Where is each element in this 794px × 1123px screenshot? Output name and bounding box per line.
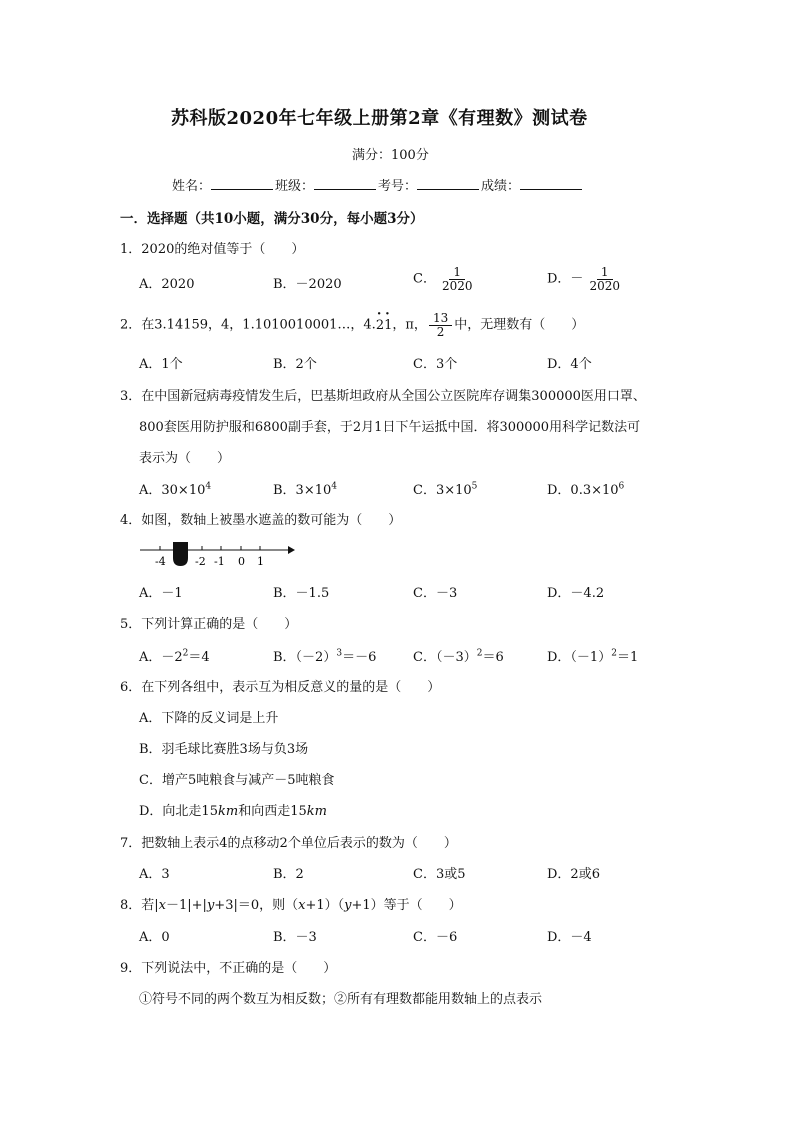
q4-option-a: A．－1: [139, 586, 183, 601]
q8-option-c: C．－6: [413, 930, 458, 945]
tick-label: 1: [257, 555, 264, 568]
ink-blot-icon: [173, 542, 188, 566]
number-line-figure: [138, 538, 300, 570]
q1-option-a: A．2020: [139, 277, 195, 292]
q3-option-d: D．$0.3\times 10^6$: [547, 481, 625, 498]
number-blank[interactable]: [417, 177, 479, 190]
score-blank[interactable]: [520, 177, 582, 190]
question-1-stem: 1．2020的绝对值等于（ ）: [120, 242, 305, 257]
q6-option-d: D．向北走15km和向西走15km: [139, 804, 327, 819]
question-9-stem: 9．下列说法中，不正确的是（ ）: [120, 961, 337, 976]
q6-option-a: A．下降的反义词是上升: [139, 711, 279, 726]
q7-option-c: C．3或5: [413, 867, 466, 882]
tick-label: -2: [195, 555, 206, 568]
question-6-stem: 6．在下列各组中，表示互为相反意义的量的是（ ）: [120, 680, 441, 695]
q8-option-b: B．－3: [273, 930, 317, 945]
name-blank[interactable]: [211, 177, 273, 190]
q2-option-c: C．3个: [413, 357, 458, 372]
tick-label: -4: [155, 555, 166, 568]
q7-option-a: A．3: [139, 867, 170, 882]
student-info-line: [172, 175, 584, 194]
full-score: 满分：100分: [352, 148, 429, 163]
question-4-stem: 4．如图，数轴上被墨水遮盖的数可能为（ ）: [120, 513, 402, 528]
q4-option-b: B．－1.5: [273, 586, 330, 601]
q5-option-c: C．$(-3)^2=6$: [413, 648, 504, 665]
class-blank[interactable]: [314, 177, 376, 190]
arrow-head-icon: [288, 546, 295, 554]
q3-option-b: B．$3\times 10^4$: [273, 481, 337, 498]
class-label: 班级：: [275, 179, 315, 194]
question-3-line-2: 800套医用防护服和6800副手套，于2月1日下午运抵中国．将300000用科学记数法可: [139, 420, 641, 435]
q8-option-d: D．－4: [547, 930, 592, 945]
question-5-stem: 5．下列计算正确的是（ ）: [120, 617, 298, 632]
q7-option-d: D．2或6: [547, 867, 600, 882]
q2-option-d: D．4个: [547, 357, 592, 372]
tick-label: 0: [238, 555, 245, 568]
q2-option-b: B．2个: [273, 357, 317, 372]
tick-label: -1: [214, 555, 225, 568]
question-2-stem: 2．在3.14159，4，1.1010010001…，4.· 2· 1，π， $\frac{13}{2}$ 中，无理数有（ ）: [120, 312, 584, 338]
q7-option-b: B．2: [273, 867, 304, 882]
q4-option-d: D．－4.2: [547, 586, 605, 601]
q3-option-c: C．$3\times 10^5$: [413, 481, 478, 498]
q1-option-d: D．－ $\frac{1}{2020}$: [547, 265, 620, 293]
page-title: 苏科版2020年七年级上册第2章《有理数》测试卷: [171, 108, 588, 129]
name-label: 姓名：: [172, 179, 212, 194]
q9-statement-line: ①符号不同的两个数互为相反数；②所有有理数都能用数轴上的点表示: [139, 992, 543, 1007]
q1-option-b: B．－2020: [273, 277, 342, 292]
q8-option-a: A．0: [139, 930, 170, 945]
question-3-line-1: 3．在中国新冠病毒疫情发生后，巴基斯坦政府从全国公立医院库存调集300000医用口罩、: [120, 389, 646, 404]
question-3-line-3: 表示为（ ）: [139, 451, 231, 466]
q5-option-b: B．$(-2)^3=-6$: [273, 648, 377, 665]
number-label: 考号：: [378, 179, 418, 194]
q2-option-a: A．1个: [139, 357, 183, 372]
question-7-stem: 7．把数轴上表示4的点移动2个单位后表示的数为（ ）: [120, 836, 457, 851]
section-heading: 一．选择题（共10小题，满分30分，每小题3分）: [120, 211, 424, 227]
q3-option-a: A．$30\times 10^4$: [139, 481, 212, 498]
q5-option-d: D．$(-1)^2=1$: [547, 648, 639, 665]
score-label: 成绩：: [481, 179, 521, 194]
q6-option-b: B．羽毛球比赛胜3场与负3场: [139, 742, 309, 757]
question-8-stem: 8．若|x－1|+|y+3|＝0，则（x+1）（y+1）等于（ ）: [120, 898, 462, 913]
q4-option-c: C．－3: [413, 586, 458, 601]
q1-option-c: C． $\frac{1}{2020}$: [413, 265, 473, 293]
q5-option-a: A．$-2^2=4$: [139, 648, 210, 665]
q6-option-c: C．增产5吨粮食与减产－5吨粮食: [139, 773, 335, 788]
